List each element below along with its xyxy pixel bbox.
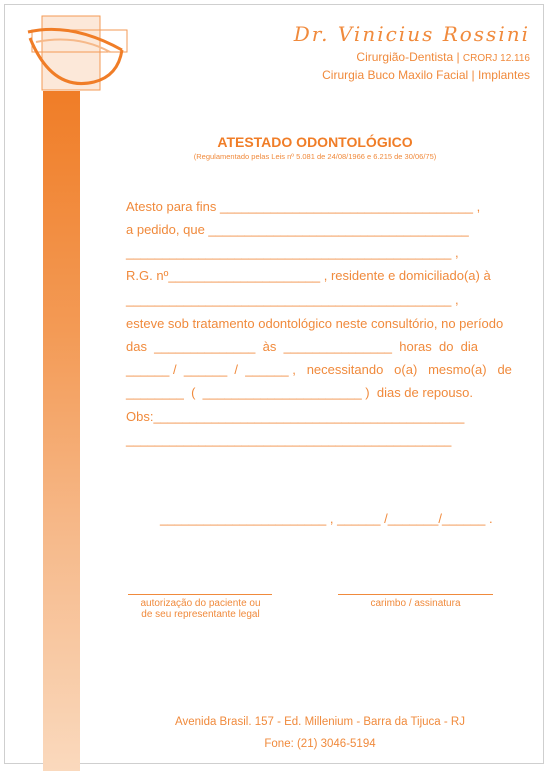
form-line[interactable]: a pedido, que ____________________________________ bbox=[126, 222, 469, 237]
document-title: ATESTADO ODONTOLÓGICO bbox=[217, 134, 413, 150]
stamp-signature-line[interactable] bbox=[338, 594, 493, 595]
footer-phone: Fone: (21) 3046-5194 bbox=[264, 738, 376, 750]
cro-number: CRORJ 12.116 bbox=[462, 53, 530, 64]
tooth-smile-logo-icon bbox=[22, 12, 132, 92]
stamp-signature-label: carimbo / assinatura bbox=[370, 598, 461, 609]
form-line[interactable]: _____________________________________________ , bbox=[126, 292, 459, 307]
profession: Cirurgião-Dentista | bbox=[356, 50, 460, 64]
form-line[interactable]: ______ / ______ / ______ , necessitando o(a) mesmo(a) de bbox=[126, 362, 512, 377]
patient-signature-line[interactable] bbox=[128, 594, 272, 595]
form-line[interactable]: _____________________________________________ , bbox=[126, 245, 459, 260]
date-line[interactable]: _______________________ , ______ /_______/______ . bbox=[160, 511, 493, 526]
form-line[interactable]: Atesto para fins ___________________________________ , bbox=[126, 199, 481, 214]
page-frame bbox=[4, 4, 544, 764]
profession-line bbox=[294, 50, 530, 64]
decorative-side-bar bbox=[43, 91, 80, 771]
regulation-note: (Regulamentado pelas Leis nº 5.081 de 24/08/1966 e 6.215 de 30/06/75) bbox=[193, 152, 437, 161]
specialty-line: Cirurgia Buco Maxilo Facial | Implantes bbox=[322, 68, 530, 82]
patient-signature-label: autorização do paciente ou de seu representante legal bbox=[140, 598, 261, 620]
form-line[interactable]: das ______________ às _______________ horas do dia bbox=[126, 339, 479, 354]
footer-address: Avenida Brasil. 157 - Ed. Millenium - Barra da Tijuca - RJ bbox=[175, 716, 465, 728]
form-line[interactable]: Obs:___________________________________________ bbox=[126, 409, 465, 424]
form-line[interactable]: R.G. nº_____________________ , residente e domiciliado(a) à bbox=[126, 268, 491, 283]
doctor-name: Dr. Vinicius Rossini bbox=[293, 22, 530, 46]
form-line[interactable]: ________ ( ______________________ ) dias de repouso. bbox=[126, 385, 473, 400]
letterhead bbox=[294, 22, 530, 82]
form-line[interactable]: _____________________________________________ bbox=[126, 432, 452, 447]
form-line: esteve sob tratamento odontológico neste consultório, no período bbox=[126, 316, 504, 331]
